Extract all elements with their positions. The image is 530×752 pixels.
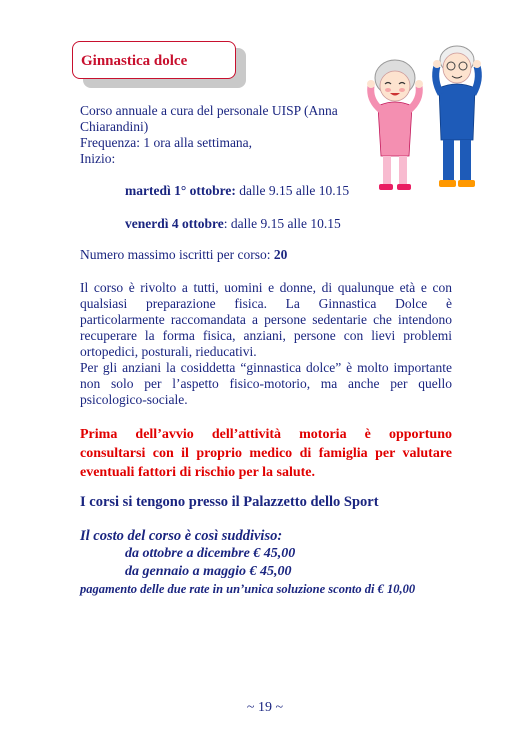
intro-line: Inizio: bbox=[80, 151, 116, 166]
page-title: Ginnastica dolce bbox=[81, 53, 188, 69]
intro-line: Chiarandini) bbox=[80, 119, 149, 134]
schedule-time: dalle 9.15 alle 10.15 bbox=[235, 183, 350, 198]
intro-line: Corso annuale a cura del personale UISP (Anna bbox=[80, 103, 338, 118]
description bbox=[80, 280, 452, 408]
intro-text bbox=[80, 103, 452, 167]
intro-line: Frequenza: 1 ora alla settimana, bbox=[80, 135, 253, 150]
description-line: ortopedici, posturali, rieducativi. bbox=[80, 344, 257, 359]
location: I corsi si tengono presso il Palazzetto dello Sport bbox=[80, 494, 379, 510]
discount-note: pagamento delle due rate in un’unica soluzione sconto di € 10,00 bbox=[80, 582, 416, 596]
max-participants bbox=[80, 247, 452, 263]
description-line: Il corso è rivolto a tutti, uomini e donne, di qualunque età e con bbox=[80, 280, 452, 295]
description-line: particolarmente raccomandata a persone sedentarie che intendono bbox=[80, 312, 452, 327]
schedule-tuesday bbox=[125, 183, 349, 199]
health-warning bbox=[80, 425, 452, 482]
schedule-day: venerdì 4 ottobre bbox=[125, 216, 224, 231]
description-line: non solo per l’aspetto fisico-motorio, ma anche per quello bbox=[80, 376, 452, 391]
schedule-time: : dalle 9.15 alle 10.15 bbox=[223, 216, 341, 231]
cost-heading: Il costo del corso è così suddiviso: bbox=[80, 528, 283, 544]
warning-line: consultarsi con il proprio medico di famiglia per valutare bbox=[80, 446, 452, 461]
description-line: recuperare la forma fisica, anziani, persone con lievi problemi bbox=[80, 328, 452, 343]
description-line: qualsiasi preparazione fisica. La Ginnastica Dolce è bbox=[80, 296, 452, 311]
description-line: psicologico-sociale. bbox=[80, 392, 188, 407]
cost-line: da ottobre a dicembre € 45,00 bbox=[125, 546, 296, 561]
page-number: ~ 19 ~ bbox=[246, 700, 284, 715]
schedule-friday bbox=[125, 216, 341, 232]
max-label: Numero massimo iscritti per corso: bbox=[80, 247, 274, 262]
warning-line: eventuali fattori di rischio per la salute. bbox=[80, 465, 315, 480]
description-line: Per gli anziani la cosiddetta “ginnastica dolce” è molto importante bbox=[80, 360, 452, 375]
cost-line: da gennaio a maggio € 45,00 bbox=[125, 564, 292, 579]
max-value: 20 bbox=[273, 247, 288, 262]
title-box bbox=[72, 41, 236, 79]
schedule-day: martedì 1° ottobre: bbox=[125, 183, 236, 198]
warning-line: Prima dell’avvio dell’attività motoria è opportuno bbox=[80, 427, 452, 442]
